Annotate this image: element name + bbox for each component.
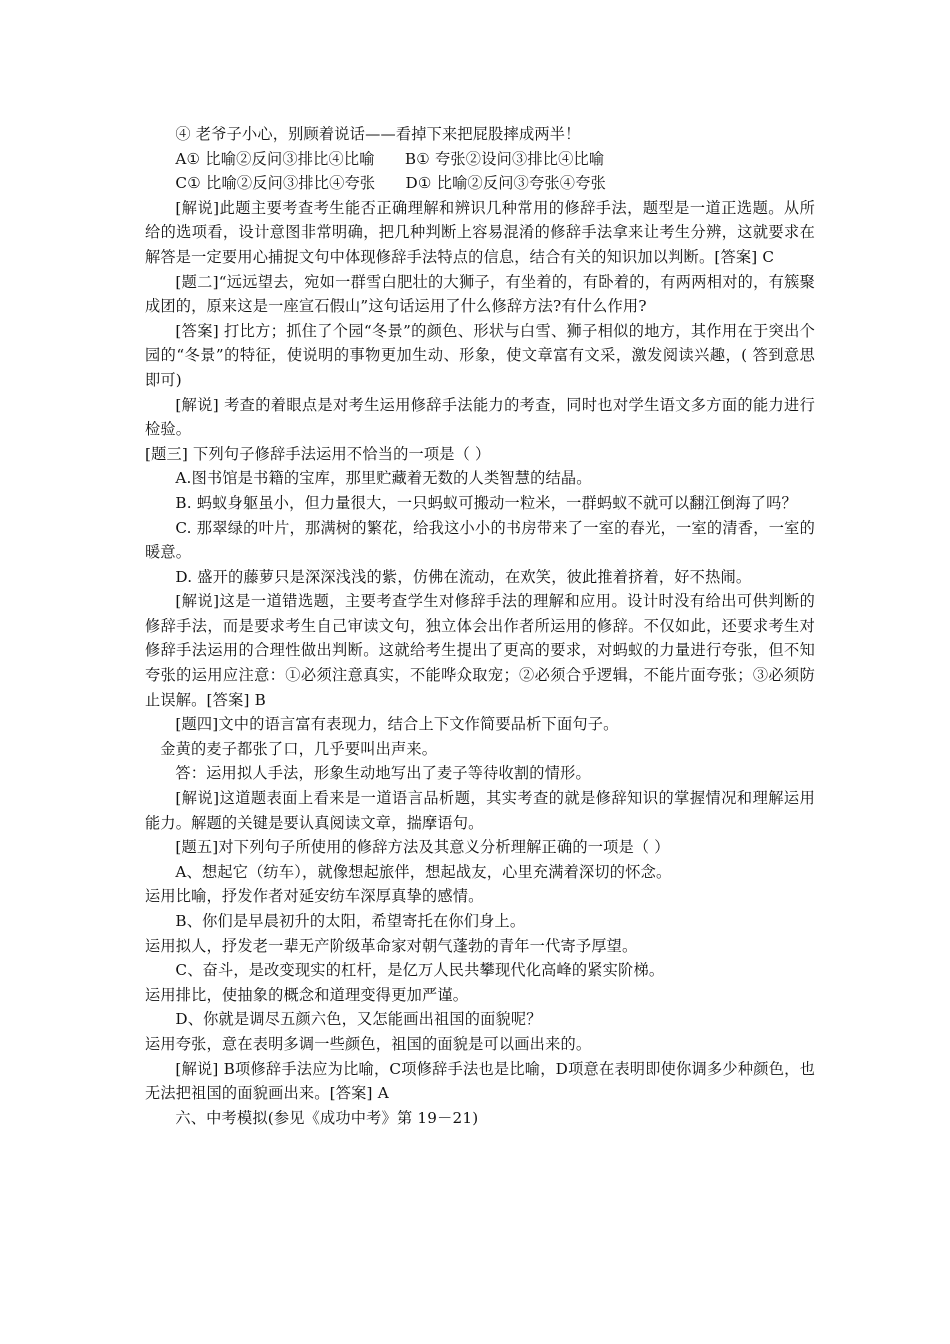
option-5a: A、想起它（纺车），就像想起旅伴，想起战友，心里充满着深切的怀念。 [175, 862, 672, 881]
answer-q2: [答案] 打比方；抓住了个园“冬景”的颜色、形状与白雪、狮子相似的地方，其作用在于突出个园的“冬景”的特征，使说明的事物更加生动、形象，使文章富有文采，激发阅读兴趣，( 答到意思即可) [145, 321, 815, 389]
option-5b-analysis: 运用拟人，抒发老一辈无产阶级革命家对朝气蓬勃的青年一代寄予厚望。 [145, 936, 638, 955]
answer-q4: 答：运用拟人手法，形象生动地写出了麦子等待收割的情形。 [175, 764, 591, 783]
explanation-q3: [解说]这是一道错选题，主要考查学生对修辞手法的理解和应用。设计时没有给出可供判断的修辞手法，而是要求考生自己审读文句，独立体会出作者所运用的修辞。不仅如此，还要求考生对修辞手法运用的合理性做出判断。这就给考生提出了更高的要求，对蚂蚁的力量进行夸张，但不知夸张的运用应注意：①必须注意真实，不能哗众取宠；②必须合乎逻辑，不能片面夸张；③必须防止误解。[答案] B [145, 592, 815, 709]
option-5a-analysis: 运用比喻，抒发作者对延安纺车深厚真挚的感情。 [145, 887, 484, 906]
option-3d: D. 盛开的藤萝只是深深浅浅的紫，仿佛在流动，在欢笑，彼此推着挤着，好不热闹。 [175, 567, 752, 586]
question-3: [题三] 下列句子修辞手法运用不恰当的一项是（ ） [145, 444, 491, 463]
section-heading-6: 六、中考模拟(参见《成功中考》第 19－21) [175, 1108, 479, 1127]
question-5: [题五]对下列句子所使用的修辞方法及其意义分析理解正确的一项是（ ） [175, 838, 670, 857]
explanation-q5: [解说] B项修辞手法应为比喻，C项修辞手法也是比喻，D项意在表明即使你调多少种颜色，也无法把祖国的面貌画出来。[答案] A [145, 1059, 815, 1103]
options-ab: A① 比喻②反问③排比④比喻 B① 夸张②设问③排比④比喻 [175, 149, 605, 168]
option-5d: D、你就是调尽五颜六色，又怎能画出祖国的面貌呢？ [175, 1010, 542, 1029]
question-4: [题四]文中的语言富有表现力，结合上下文作简要品析下面句子。 [175, 715, 619, 734]
explanation-q4: [解说]这道题表面上看来是一道语言品析题，其实考查的就是修辞知识的掌握情况和理解运用能力。解题的关键是要认真阅读文章，揣摩语句。 [145, 789, 815, 832]
option-5c: C、奋斗，是改变现实的杠杆，是亿万人民共攀现代化高峰的紧实阶梯。 [175, 961, 665, 980]
option-3c: C. 那翠绿的叶片，那满树的繁花，给我这小小的书房带来了一室的春光，一室的清香，一室的暖意。 [145, 518, 815, 562]
question-line-4: ④ 老爷子小心，别顾着说话——看掉下来把屁股摔成两半！ [175, 125, 581, 143]
quoted-sentence-q4: 金黄的麦子都张了口，几乎要叫出声来。 [160, 739, 438, 758]
document-page [145, 122, 815, 1130]
option-5c-analysis: 运用排比，使抽象的概念和道理变得更加严谨。 [145, 985, 469, 1004]
option-5b: B、你们是早晨初升的太阳，希望寄托在你们身上。 [175, 912, 526, 930]
explanation-q1: [解说]此题主要考查考生能否正确理解和辨识几种常用的修辞手法，题型是一道正选题。从所给的选项看，设计意图非常明确，把几种判断上容易混淆的修辞手法拿来让考生分辨，这就要求在解答是一定要用心捕捉文句中体现修辞手法特点的信息，结合有关的知识加以判断。[答案] C [145, 198, 815, 266]
explanation-q2: [解说] 考查的着眼点是对考生运用修辞手法能力的考查，同时也对学生语文多方面的能力进行检验。 [145, 395, 815, 439]
question-2: [题二]“远远望去，宛如一群雪白肥壮的大狮子，有坐着的，有卧着的，有两两相对的，有簇聚成团的，原来这是一座宣石假山”这句话运用了什么修辞方法?有什么作用? [145, 272, 815, 316]
options-cd: C① 比喻②反问③排比④夸张 D① 比喻②反问③夸张④夸张 [175, 174, 606, 193]
option-5d-analysis: 运用夸张，意在表明多调一些颜色，祖国的面貌是可以画出来的。 [145, 1034, 592, 1053]
option-3a: A.图书馆是书籍的宝库，那里贮藏着无数的人类智慧的结晶。 [175, 469, 592, 488]
option-3b: B. 蚂蚁身躯虽小，但力量很大，一只蚂蚁可搬动一粒米，一群蚂蚁不就可以翻江倒海了吗？ [175, 493, 797, 512]
